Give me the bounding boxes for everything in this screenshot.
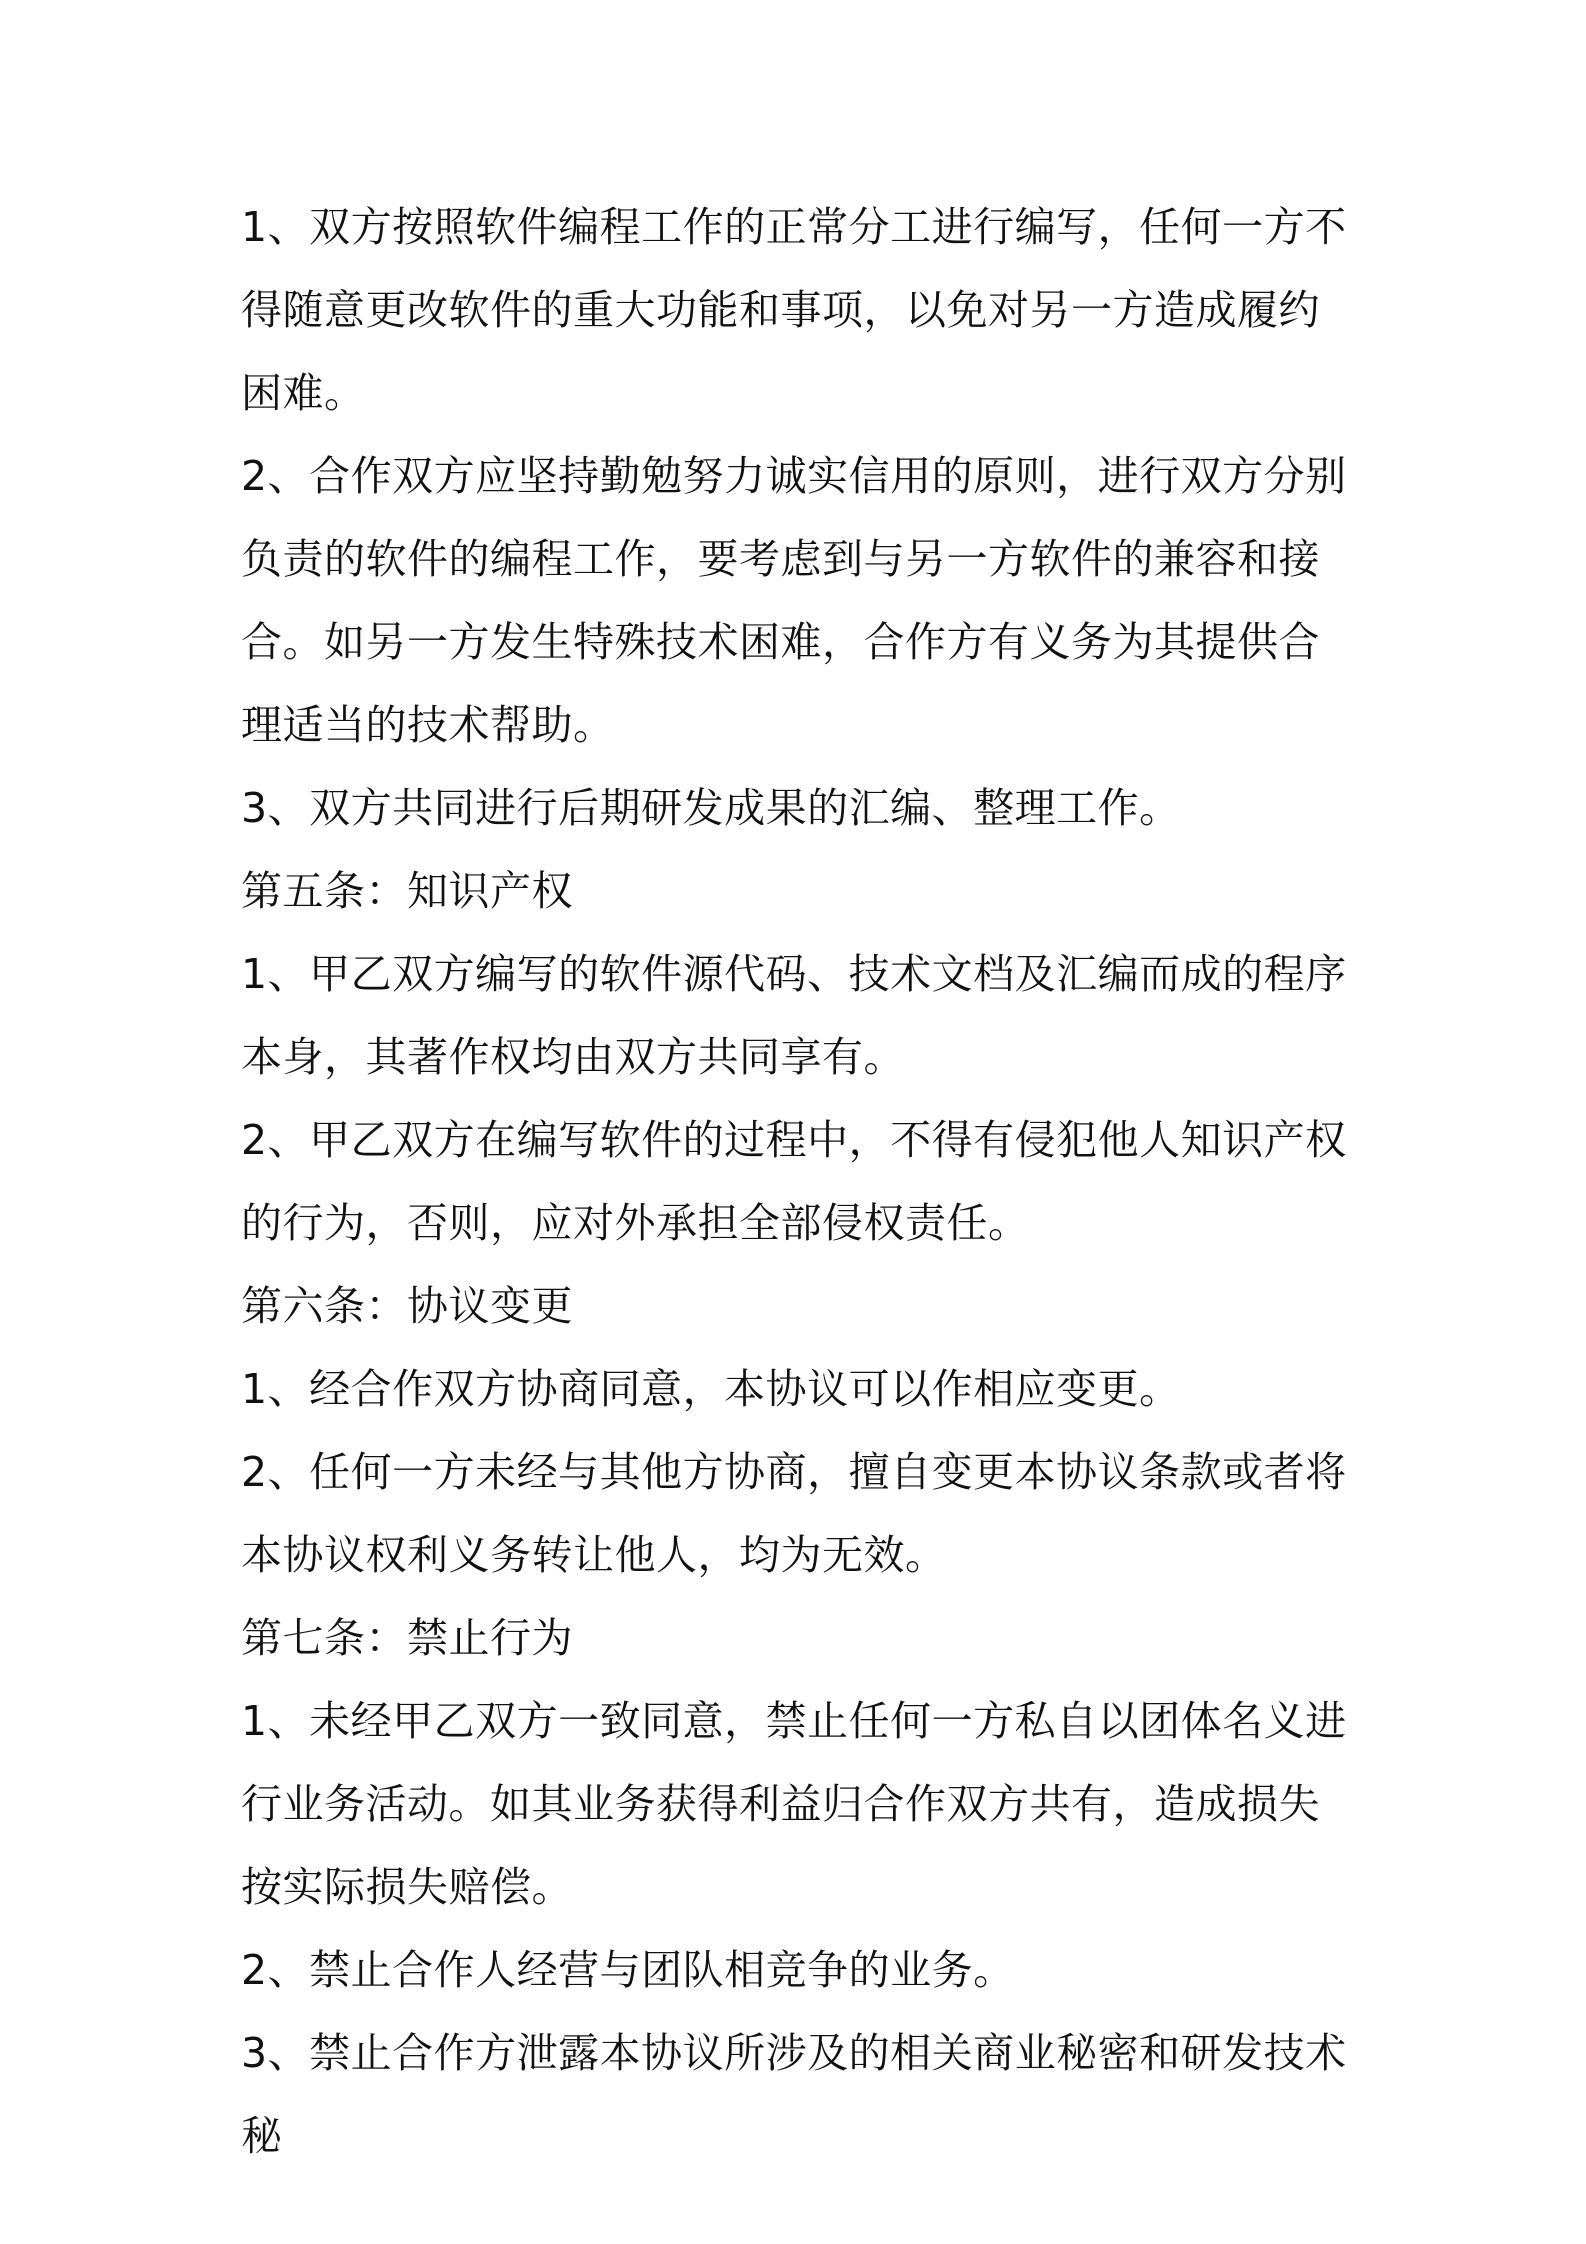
clause-6-item-2: 2、任何一方未经与其他方协商，擅自变更本协议条款或者将本协议权利义务转让他人，均为无效。 — [241, 1448, 1347, 1579]
clause-7-item-1: 1、未经甲乙双方一致同意，禁止任何一方私自以团体名义进行业务活动。如其业务获得利益归合作双方共有，造成损失按实际损失赔偿。 — [241, 1697, 1347, 1911]
clause-4-item-1: 1、双方按照软件编程工作的正常分工进行编写，任何一方不得随意更改软件的重大功能和事项，以免对另一方造成履约困难。 — [241, 203, 1347, 417]
clause-7-item-3: 3、禁止合作方泄露本协议所涉及的相关商业秘密和研发技术秘 — [241, 2029, 1347, 2160]
clause-5-item-2: 2、甲乙双方在编写软件的过程中，不得有侵犯他人知识产权的行为，否则，应对外承担全部侵权责任。 — [241, 1116, 1347, 1247]
clause-6-item-1: 1、经合作双方协商同意，本协议可以作相应变更。 — [241, 1365, 1181, 1413]
clause-4-item-2: 2、合作双方应坚持勤勉努力诚实信用的原则，进行双方分别负责的软件的编程工作，要考虑到与另一方软件的兼容和接合。如另一方发生特殊技术困难，合作方有义务为其提供合理适当的技术帮助。 — [241, 452, 1347, 749]
clause-7-item-2: 2、禁止合作人经营与团队相竞争的业务。 — [241, 1946, 1015, 1994]
clause-5-item-1: 1、甲乙双方编写的软件源代码、技术文档及汇编而成的程序本身，其著作权均由双方共同享有。 — [241, 950, 1347, 1081]
section-heading-intellectual-property: 第五条：知识产权 — [241, 867, 573, 915]
clause-4-item-3: 3、双方共同进行后期研发成果的汇编、整理工作。 — [241, 784, 1181, 832]
document-body — [241, 186, 1361, 2178]
section-heading-prohibited-acts: 第七条：禁止行为 — [241, 1614, 573, 1662]
section-heading-agreement-changes: 第六条：协议变更 — [241, 1282, 573, 1330]
